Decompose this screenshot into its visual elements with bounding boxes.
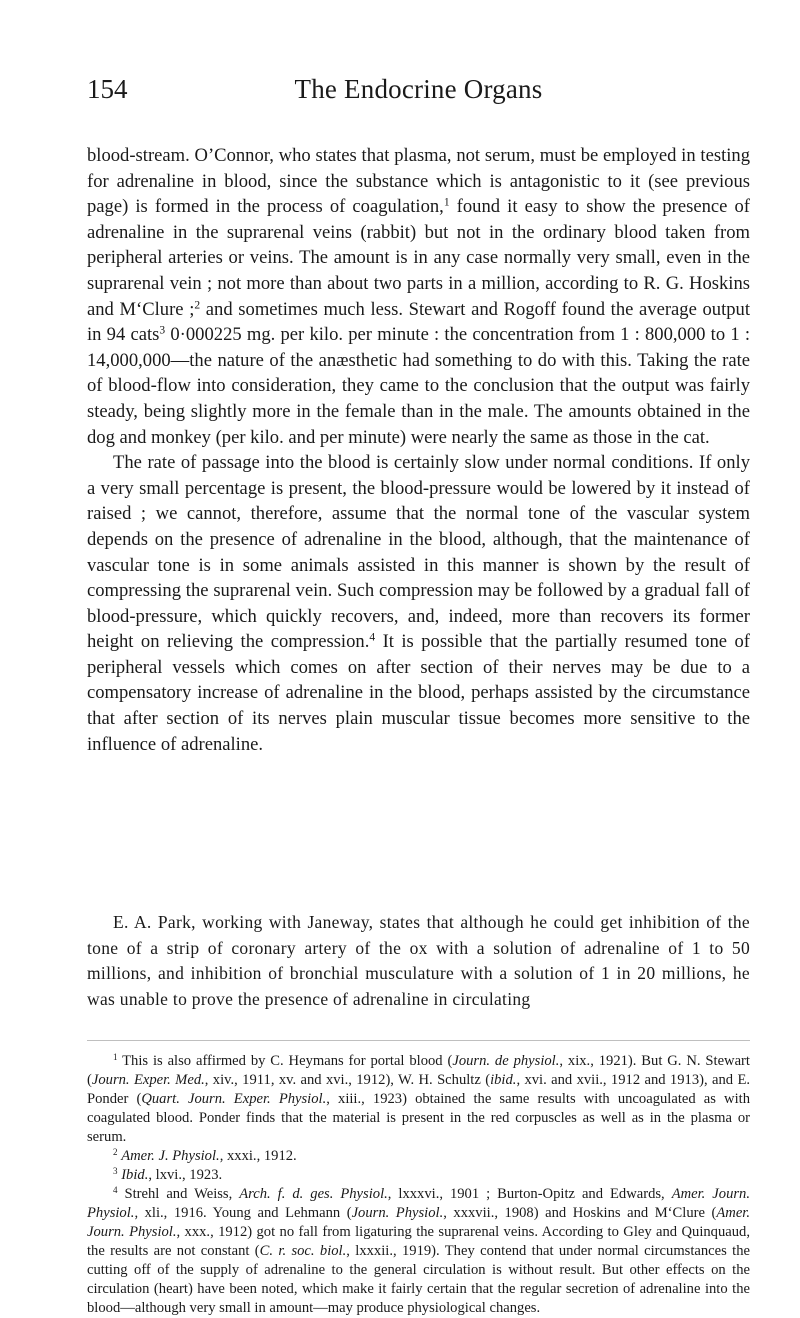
footnote: $^4$ Strehl and Weiss, Arch. f. d. ges. Physiol., lxxxvi., 1901 ; Burton-Opitz and Edwards, Amer. Journ. Physiol., xli., 1916. Young and Lehmann (Journ. Physiol., xxxvii., 1908) and Hoskins and M‘Clure (Amer. Journ. Physiol., xxx., 1912) got no fall from ligaturing the suprarenal veins. According to Gley and Quinquaud, the results are not constant (C. r. soc. biol., lxxxii., 1919). They contend that under normal circumstances the cutting off of the supply of adrenaline to the general circulation is without result. But other effects on the circulation (heart) have been noted, which make it fairly certain that the regular secretion of adrenaline into the blood—although very small in amount—may produce physiological changes.	[87, 1185, 750, 1316]
footnotes	[87, 1052, 750, 1318]
footnote: $^2$ Amer. J. Physiol., xxxi., 1912.	[113, 1147, 297, 1164]
footnote-ref: 3	[159, 324, 166, 337]
small-print-paragraph: E. A. Park, working with Janeway, states that although he could get inhibition of the tone of a strip of coronary artery of the ox with a solution of adrenaline of 1 to 50 millions, and inhibition of bronchial musculature with a solution of 1 in 20 millions, he was unable to prove the presence of adrenaline in circulating	[87, 912, 750, 1009]
footnote: $^1$ This is also affirmed by C. Heymans for portal blood (Journ. de physiol., xix., 1921). But G. N. Stewart (Journ. Exper. Med., xiv., 1911, xv. and xvi., 1912), W. H. Schultz (ibid., xvi. and xvii., 1912 and 1913), and E. Ponder (Quart. Journ. Exper. Physiol., xiii., 1923) obtained the same results with uncoagulated as with coagulated blood. Ponder finds that the material is present in the red corpuscles as well as in the plasma or serum.	[87, 1052, 751, 1145]
footnote-number: 4	[113, 1185, 118, 1196]
page-number: 154	[87, 74, 128, 104]
footnote-number: 1	[113, 1052, 118, 1063]
footnote-ref: 4	[369, 631, 376, 644]
main-text	[87, 143, 750, 757]
page-header	[87, 74, 750, 114]
footnote-number: 2	[113, 1147, 118, 1158]
footnote-ref: 1	[443, 196, 450, 209]
footnote: $^3$ Ibid., lxvi., 1923.	[113, 1166, 223, 1183]
paragraph: blood-stream. O’Connor, who states that plasma, not serum, must be employed in testing for adrenaline in blood, since the substance which is antagonistic to it (see previous page) is formed in the process of coagulation,$^1$ found it easy to show the presence of adrenaline in the suprarenal veins (rabbit) but not in the ordinary blood taken from peripheral arteries or veins. The amount is in any case normally very small, even in the suprarenal vein ; not more than about two parts in a million, according to R. G. Hoskins and M‘Clure ;$^2$ and sometimes much less. Stewart and Rogoff found the average output in 94 cats$^3$ 0·000225 mg. per kilo. per minute : the concentration from 1 : 800,000 to 1 : 14,000,000—the nature of the anæsthetic had something to do with this. Taking the rate of blood-flow into consideration, they came to the conclusion that the output was fairly steady, being slightly more in the female than in the male. The amounts obtained in the dog and monkey (per kilo. and per minute) were nearly the same as those in the cat.	[87, 145, 751, 448]
running-title: The Endocrine Organs	[294, 74, 543, 104]
footnote-number: 3	[113, 1166, 118, 1177]
footnote-divider	[87, 1040, 750, 1041]
footnote-ref: 2	[194, 299, 201, 312]
paragraph: The rate of passage into the blood is certainly slow under normal conditions. If only a very small percentage is present, the blood-pressure would be lowered by it instead of raised ; we cannot, therefore, assume that the normal tone of the vascular system depends on the presence of adrenaline in the blood, although, that the maintenance of vascular tone is in some animals assisted in this manner is shown by the result of compressing the suprarenal vein. Such compression may be followed by a gradual fall of blood-pressure, which quickly recovers, and, indeed, more than recovers its former height on relieving the compression.$^4$ It is possible that the partially resumed tone of peripheral vessels which comes on after section of their nerves may be due to a compensatory increase of adrenaline in the blood, perhaps assisted by the circumstance that after section of its nerves plain muscular tissue becomes more sensitive to the influence of adrenaline.	[87, 452, 750, 755]
